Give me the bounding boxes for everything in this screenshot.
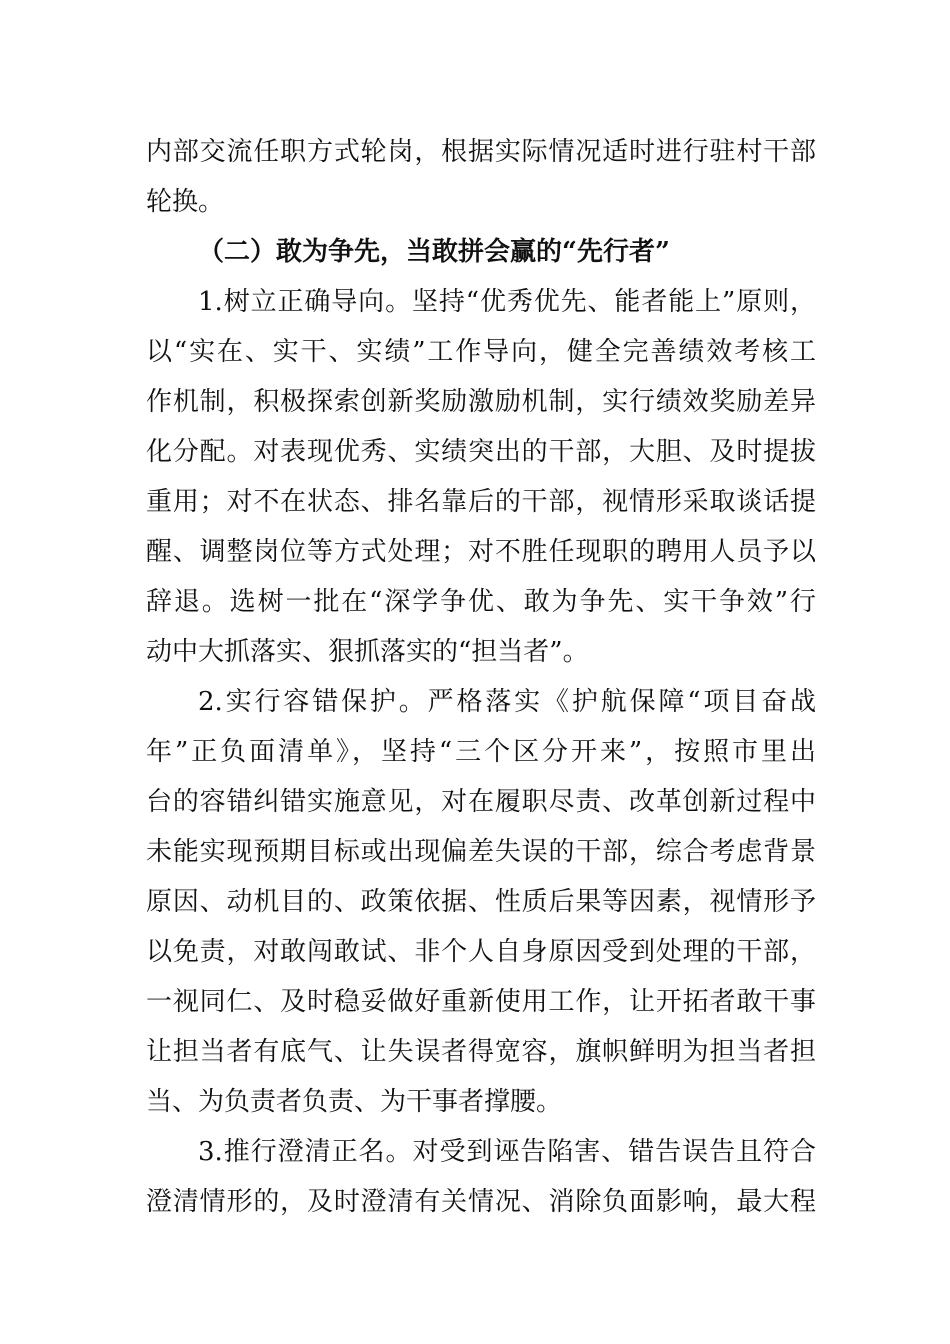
text-line: 年”正负面清单》，坚持“三个区分开来”，按照市里出 (146, 737, 816, 767)
document-body (146, 127, 816, 1227)
paragraph-start-line: 1.树立正确导向。坚持“优秀优先、能者能上”原则， (198, 287, 816, 317)
text-line: 重用；对不在状态、排名靠后的干部，视情形采取谈话提 (146, 487, 816, 517)
text-line: 轮换。 (146, 187, 225, 217)
text-line: 未能实现预期目标或出现偏差失误的干部，综合考虑背景 (146, 837, 816, 867)
section-heading: （二）敢为争先，当敢拼会赢的“先行者” (198, 237, 670, 267)
paragraph-start-line: 3.推行澄清正名。对受到诬告陷害、错告误告且符合 (198, 1137, 816, 1167)
text-line: 以“实在、实干、实绩”工作导向，健全完善绩效考核工 (146, 337, 816, 367)
text-line: 澄清情形的，及时澄清有关情况、消除负面影响，最大程 (146, 1187, 816, 1217)
text-line: 作机制，积极探索创新奖励激励机制，实行绩效奖励差异 (146, 387, 816, 417)
text-line: 一视同仁、及时稳妥做好重新使用工作，让开拓者敢干事 (146, 987, 816, 1017)
text-line: 内部交流任职方式轮岗，根据实际情况适时进行驻村干部 (146, 137, 816, 167)
text-line: 化分配。对表现优秀、实绩突出的干部，大胆、及时提拔 (146, 437, 816, 467)
text-line: 台的容错纠错实施意见，对在履职尽责、改革创新过程中 (146, 787, 816, 817)
text-line: 以免责，对敢闯敢试、非个人自身原因受到处理的干部， (146, 937, 816, 967)
text-line: 原因、动机目的、政策依据、性质后果等因素，视情形予 (146, 887, 816, 917)
paragraph-start-line: 2.实行容错保护。严格落实《护航保障“项目奋战 (198, 687, 816, 717)
text-line: 让担当者有底气、让失误者得宽容，旗帜鲜明为担当者担 (146, 1037, 816, 1067)
text-line: 辞退。选树一批在“深学争优、敢为争先、实干争效”行 (146, 587, 816, 617)
text-line: 醒、调整岗位等方式处理；对不胜任现职的聘用人员予以 (146, 537, 816, 567)
text-line: 动中大抓落实、狠抓落实的“担当者”。 (146, 637, 589, 667)
text-line: 当、为负责者负责、为干事者撑腰。 (146, 1087, 563, 1117)
